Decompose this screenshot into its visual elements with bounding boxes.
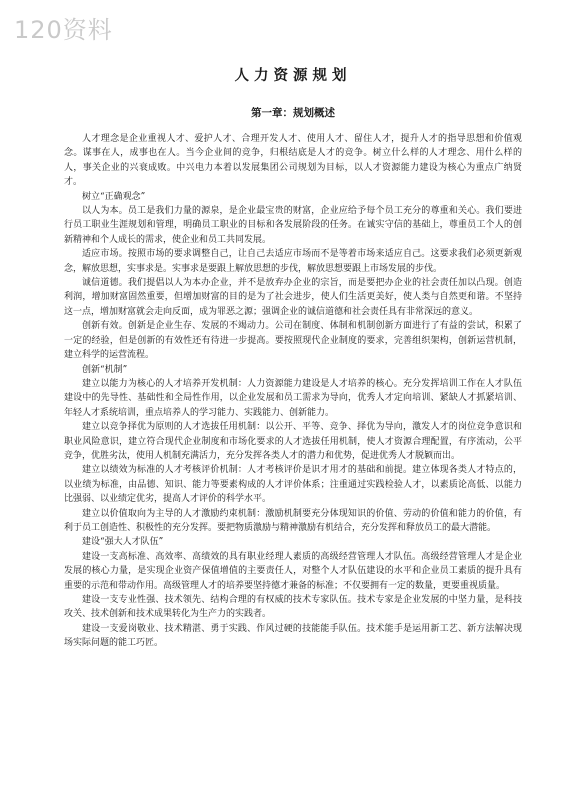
paragraph: 以人为本。员工是我们力量的源泉，是企业最宝贵的财富，企业应给予每个员工充分的尊重和关心。我们要进行员工职业生涯规划和管理，明确员工职业的目标和各发展阶段的任务。在诚实守信的基础上，尊重员工个人的创新精神和个人成长的需求，使企业和员工共同发展。 [64, 206, 522, 245]
watermark-logo: 120资料 [14, 16, 113, 44]
paragraph: 建设一支专业性强、技术领先、结构合理的有权威的技术专家队伍。技术专家是企业发展的中坚力量，是科技攻关、技术创新和技术成果转化为生产力的实践者。 [64, 595, 522, 620]
chapter-title: 第一章：规划概述 [251, 107, 335, 119]
paragraph: 建设一支爱岗敬业、技术精湛、勇于实践、作风过硬的技能能手队伍。技术能手是运用新工艺、新方法解决现场实际问题的能工巧匠。 [64, 623, 522, 649]
paragraph: 适应市场。按照市场的要求调整自己，让自己去适应市场而不是等着市场来适应自己。这要求我们必须更新观念，解放思想，实事求是。实事求是要跟上解放思想的步伐，解放思想要跟上市场发展的步伐。 [64, 249, 522, 274]
paragraph: 建立以绩效为标准的人才考核评价机制：人才考核评价是识才用才的基础和前提。建立体现各类人才特点的，以业绩为标准，由品德、知识、能力等要素构成的人才评价体系；注重通过实践检验人才，以素质论高低、以能力比强弱、以业绩定优劣，提高人才评价的科学水平。 [64, 465, 522, 505]
document-body [64, 132, 522, 651]
paragraph: 建立以价值取向为主导的人才激励约束机制：激励机制要充分体现知识的价值、劳动的价值和能力的价值，有利于员工创造性、积极性的充分发挥。要把物质激励与精神激励有机结合，充分发挥和释放员工的最大潜能。 [64, 508, 522, 533]
paragraph: 建设一支高标准、高效率、高绩效的具有职业经理人素质的高级经营管理人才队伍。高级经营管理人才是企业发展的核心力量，是实现企业资产保值增值的主要责任人，对整个人才队伍建设的水平和企业员工素质的提升具有重要的示范和带动作用。高级管理人才的培养要坚持德才兼备的标准；不仅要拥有一定的数量，更要重视质量。 [64, 551, 522, 591]
paragraph: 建立以能力为核心的人才培养开发机制：人力资源能力建设是人才培养的核心。充分发挥培训工作在人才队伍建设中的先导性、基础性和全局性作用，以企业发展和员工需求为导向，优秀人才定向培训、紧缺人才抓紧培训、年轻人才系统培训，重点培养人的学习能力、实践能力、创新能力。 [64, 378, 522, 418]
section-heading: 创新“机制” [82, 364, 128, 375]
section-heading: 建设“强大人才队伍” [82, 537, 164, 548]
document-page [64, 64, 522, 651]
paragraph: 创新有效。创新是企业生存、发展的不竭动力。公司在制度、体制和机制创新方面进行了有益的尝试，积累了一定的经验，但是创新的有效性还有待进一步提高。要按照现代企业制度的要求，完善组织架构，创新运营机制，建立科学的运营流程。 [64, 321, 522, 361]
paragraph: 诚信道德。我们提倡以人为本办企业，并不是放弃办企业的宗旨，而是要把办企业的社会责任加以凸现。创造利润，增加财富固然重要，但增加财富的目的是为了社会进步，使人们生活更美好，使人类与自然更和谐。不坚持这一点，增加财富就会走向反面，成为罪恶之源；强调企业的诚信道德和社会责任具有非常深远的意义。 [64, 278, 522, 317]
section-heading: 树立“正确观念” [82, 191, 146, 202]
document-title: 人力资源规划 [234, 67, 352, 84]
paragraph: 建立以竞争择优为原则的人才选拔任用机制：以公开、平等、竞争、择优为导向，激发人才的岗位竞争意识和职业风险意识，建立符合现代企业制度和市场化要求的人才选拔任用机制，使人才资源合理配置，有序流动，公平竞争，优胜劣汰，使用人机制充满活力，充分发挥各类人才的潜力和优势，促进优秀人才脱颖而出。 [64, 422, 522, 461]
paragraph: 人才理念是企业重视人才、爱护人才、合理开发人才、使用人才、留住人才，提升人才的指导思想和价值观念。谋事在人，成事也在人。当今企业间的竞争，归根结底是人才的竞争。树立什么样的人才理念、用什么样的人，事关企业的兴衰成败。中兴电力本着以发展集团公司规划为目标，以人才资源能力建设为核心为重点广纳贤才。 [64, 134, 522, 188]
